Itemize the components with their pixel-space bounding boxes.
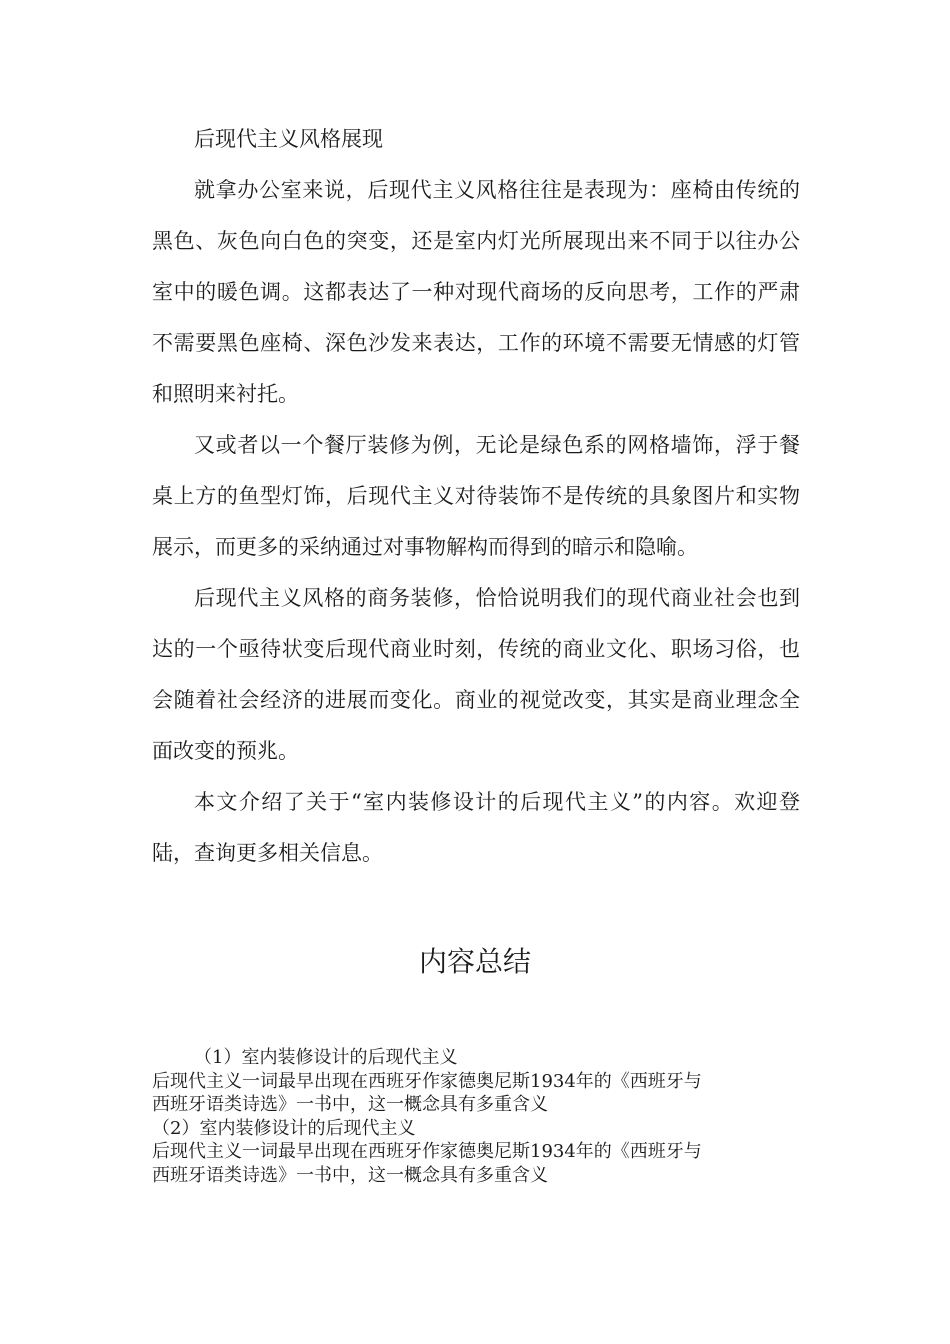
paragraph-closing: 本文介绍了关于“室内装修设计的后现代主义”的内容。欢迎登陆，查询更多相关信息。 <box>152 790 800 865</box>
summary-list <box>152 1046 800 1187</box>
summary-item-text: 后现代主义一词最早出现在西班牙作家德奥尼斯1934年的《西班牙与 <box>152 1141 702 1162</box>
section-heading: 后现代主义风格展现 <box>194 127 383 151</box>
summary-item-heading: （1）室内装修设计的后现代主义 <box>194 1047 458 1068</box>
article-body <box>152 114 800 879</box>
summary-title: 内容总结 <box>418 945 531 978</box>
summary-item-text: 西班牙语类诗选》一书中，这一概念具有多重含义 <box>152 1164 548 1186</box>
summary-item-heading: （2）室内装修设计的后现代主义 <box>152 1117 416 1139</box>
summary-item-text: 西班牙语类诗选》一书中，这一概念具有多重含义 <box>152 1094 548 1115</box>
paragraph-restaurant: 又或者以一个餐厅装修为例，无论是绿色系的网格墙饰，浮于餐桌上方的鱼型灯饰，后现代主义对待装饰不是传统的具象图片和实物展示，而更多的采纳通过对事物解构而得到的暗示和隐喻。 <box>152 433 800 559</box>
paragraph-office: 就拿办公室来说，后现代主义风格往往是表现为：座椅由传统的黑色、灰色向白色的突变，还是室内灯光所展现出来不同于以往办公室中的暖色调。这都表达了一种对现代商场的反向思考，工作的严肃不需要黑色座椅、深色沙发来表达，工作的环境不需要无情感的灯管和照明来衬托。 <box>152 178 800 406</box>
paragraph-business: 后现代主义风格的商务装修，恰恰说明我们的现代商业社会也到达的一个亟待状变后现代商业时刻，传统的商业文化、职场习俗，也会随着社会经济的进展而变化。商业的视觉改变，其实是商业理念全面改变的预兆。 <box>152 586 800 763</box>
summary-item-text: 后现代主义一词最早出现在西班牙作家德奥尼斯1934年的《西班牙与 <box>152 1070 702 1092</box>
